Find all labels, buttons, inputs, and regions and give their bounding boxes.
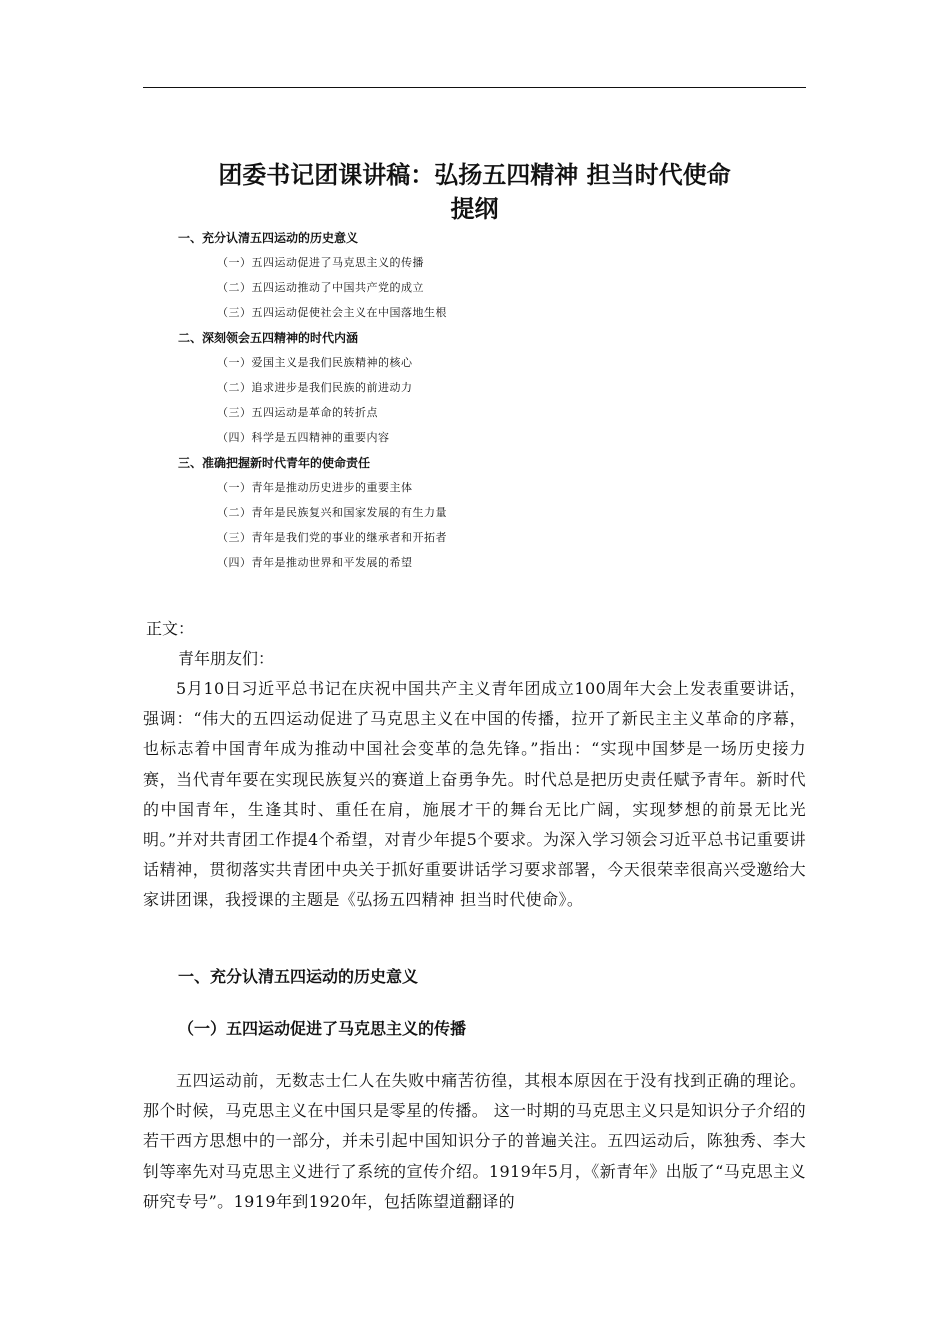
intro-paragraph: 5月10日习近平总书记在庆祝中国共产主义青年团成立100周年大会上发表重要讲话，强调：“伟大的五四运动促进了马克思主义在中国的传播，拉开了新民主主义革命的序幕，也标志着中国青年成为推动中国社会变革的急先锋。”指出：“实现中国梦是一场历史接力赛，当代青年要在实现民族复兴的赛道上奋勇争先。时代总是把历史责任赋予青年。新时代的中国青年，生逢其时、重任在肩，施展才干的舞台无比广阔，实现梦想的前景无比光明。”并对共青团工作提4个希望，对青少年提5个要求。为深入学习领会习近平总书记重要讲话精神，贯彻落实共青团中央关于抓好重要讲话学习要求部署，今天很荣幸很高兴受邀给大家讲团课，我授课的主题是《弘扬五四精神 担当时代使命》。 (143, 679, 806, 910)
subsection-heading: （一）五四运动促进了马克思主义的传播 (178, 1019, 467, 1038)
outline-heading-3: 三、准确把握新时代青年的使命责任 (178, 456, 371, 470)
outline-item: （二）五四运动推动了中国共产党的成立 (217, 281, 424, 294)
body-label: 正文： (146, 619, 195, 638)
outline-item: （二）追求进步是我们民族的前进动力 (217, 381, 413, 394)
outline-item: （一）爱国主义是我们民族精神的核心 (217, 356, 413, 369)
outline-item: （四）科学是五四精神的重要内容 (217, 431, 390, 444)
intro-paragraph-block (143, 674, 806, 916)
outline-title: 提纲 (450, 195, 499, 223)
greeting: 青年朋友们： (178, 649, 275, 668)
outline-item: （三）青年是我们党的事业的继承者和开拓者 (217, 531, 447, 544)
outline-heading-2: 二、深刻领会五四精神的时代内涵 (178, 331, 359, 345)
outline-item: （三）五四运动是革命的转折点 (217, 406, 378, 419)
outline-item: （一）五四运动促进了马克思主义的传播 (217, 256, 424, 269)
document-title: 团委书记团课讲稿：弘扬五四精神 担当时代使命 (218, 161, 731, 189)
outline-heading-1: 一、充分认清五四运动的历史意义 (178, 231, 359, 245)
outline-item: （四）青年是推动世界和平发展的希望 (217, 556, 413, 569)
outline-item: （二）青年是民族复兴和国家发展的有生力量 (217, 506, 447, 519)
section-heading: 一、充分认清五四运动的历史意义 (178, 967, 419, 986)
outline-item: （一）青年是推动历史进步的重要主体 (217, 481, 413, 494)
section1-paragraph: 五四运动前，无数志士仁人在失败中痛苦彷徨，其根本原因在于没有找到正确的理论。那个时候，马克思主义在中国只是零星的传播。 这一时期的马克思主义只是知识分子介绍的若干西方思想中的一部分，并未引起中国知识分子的普遍关注。五四运动后，陈独秀、李大钊等率先对马克思主义进行了系统的宣传介绍。1919年5月，《新青年》出版了“马克思主义研究专号”。1919年到1920年，包括陈望道翻译的 (143, 1071, 806, 1211)
section1-paragraph-block (143, 1066, 806, 1217)
header-rule (143, 87, 806, 88)
outline-item: （三）五四运动促使社会主义在中国落地生根 (217, 306, 447, 319)
